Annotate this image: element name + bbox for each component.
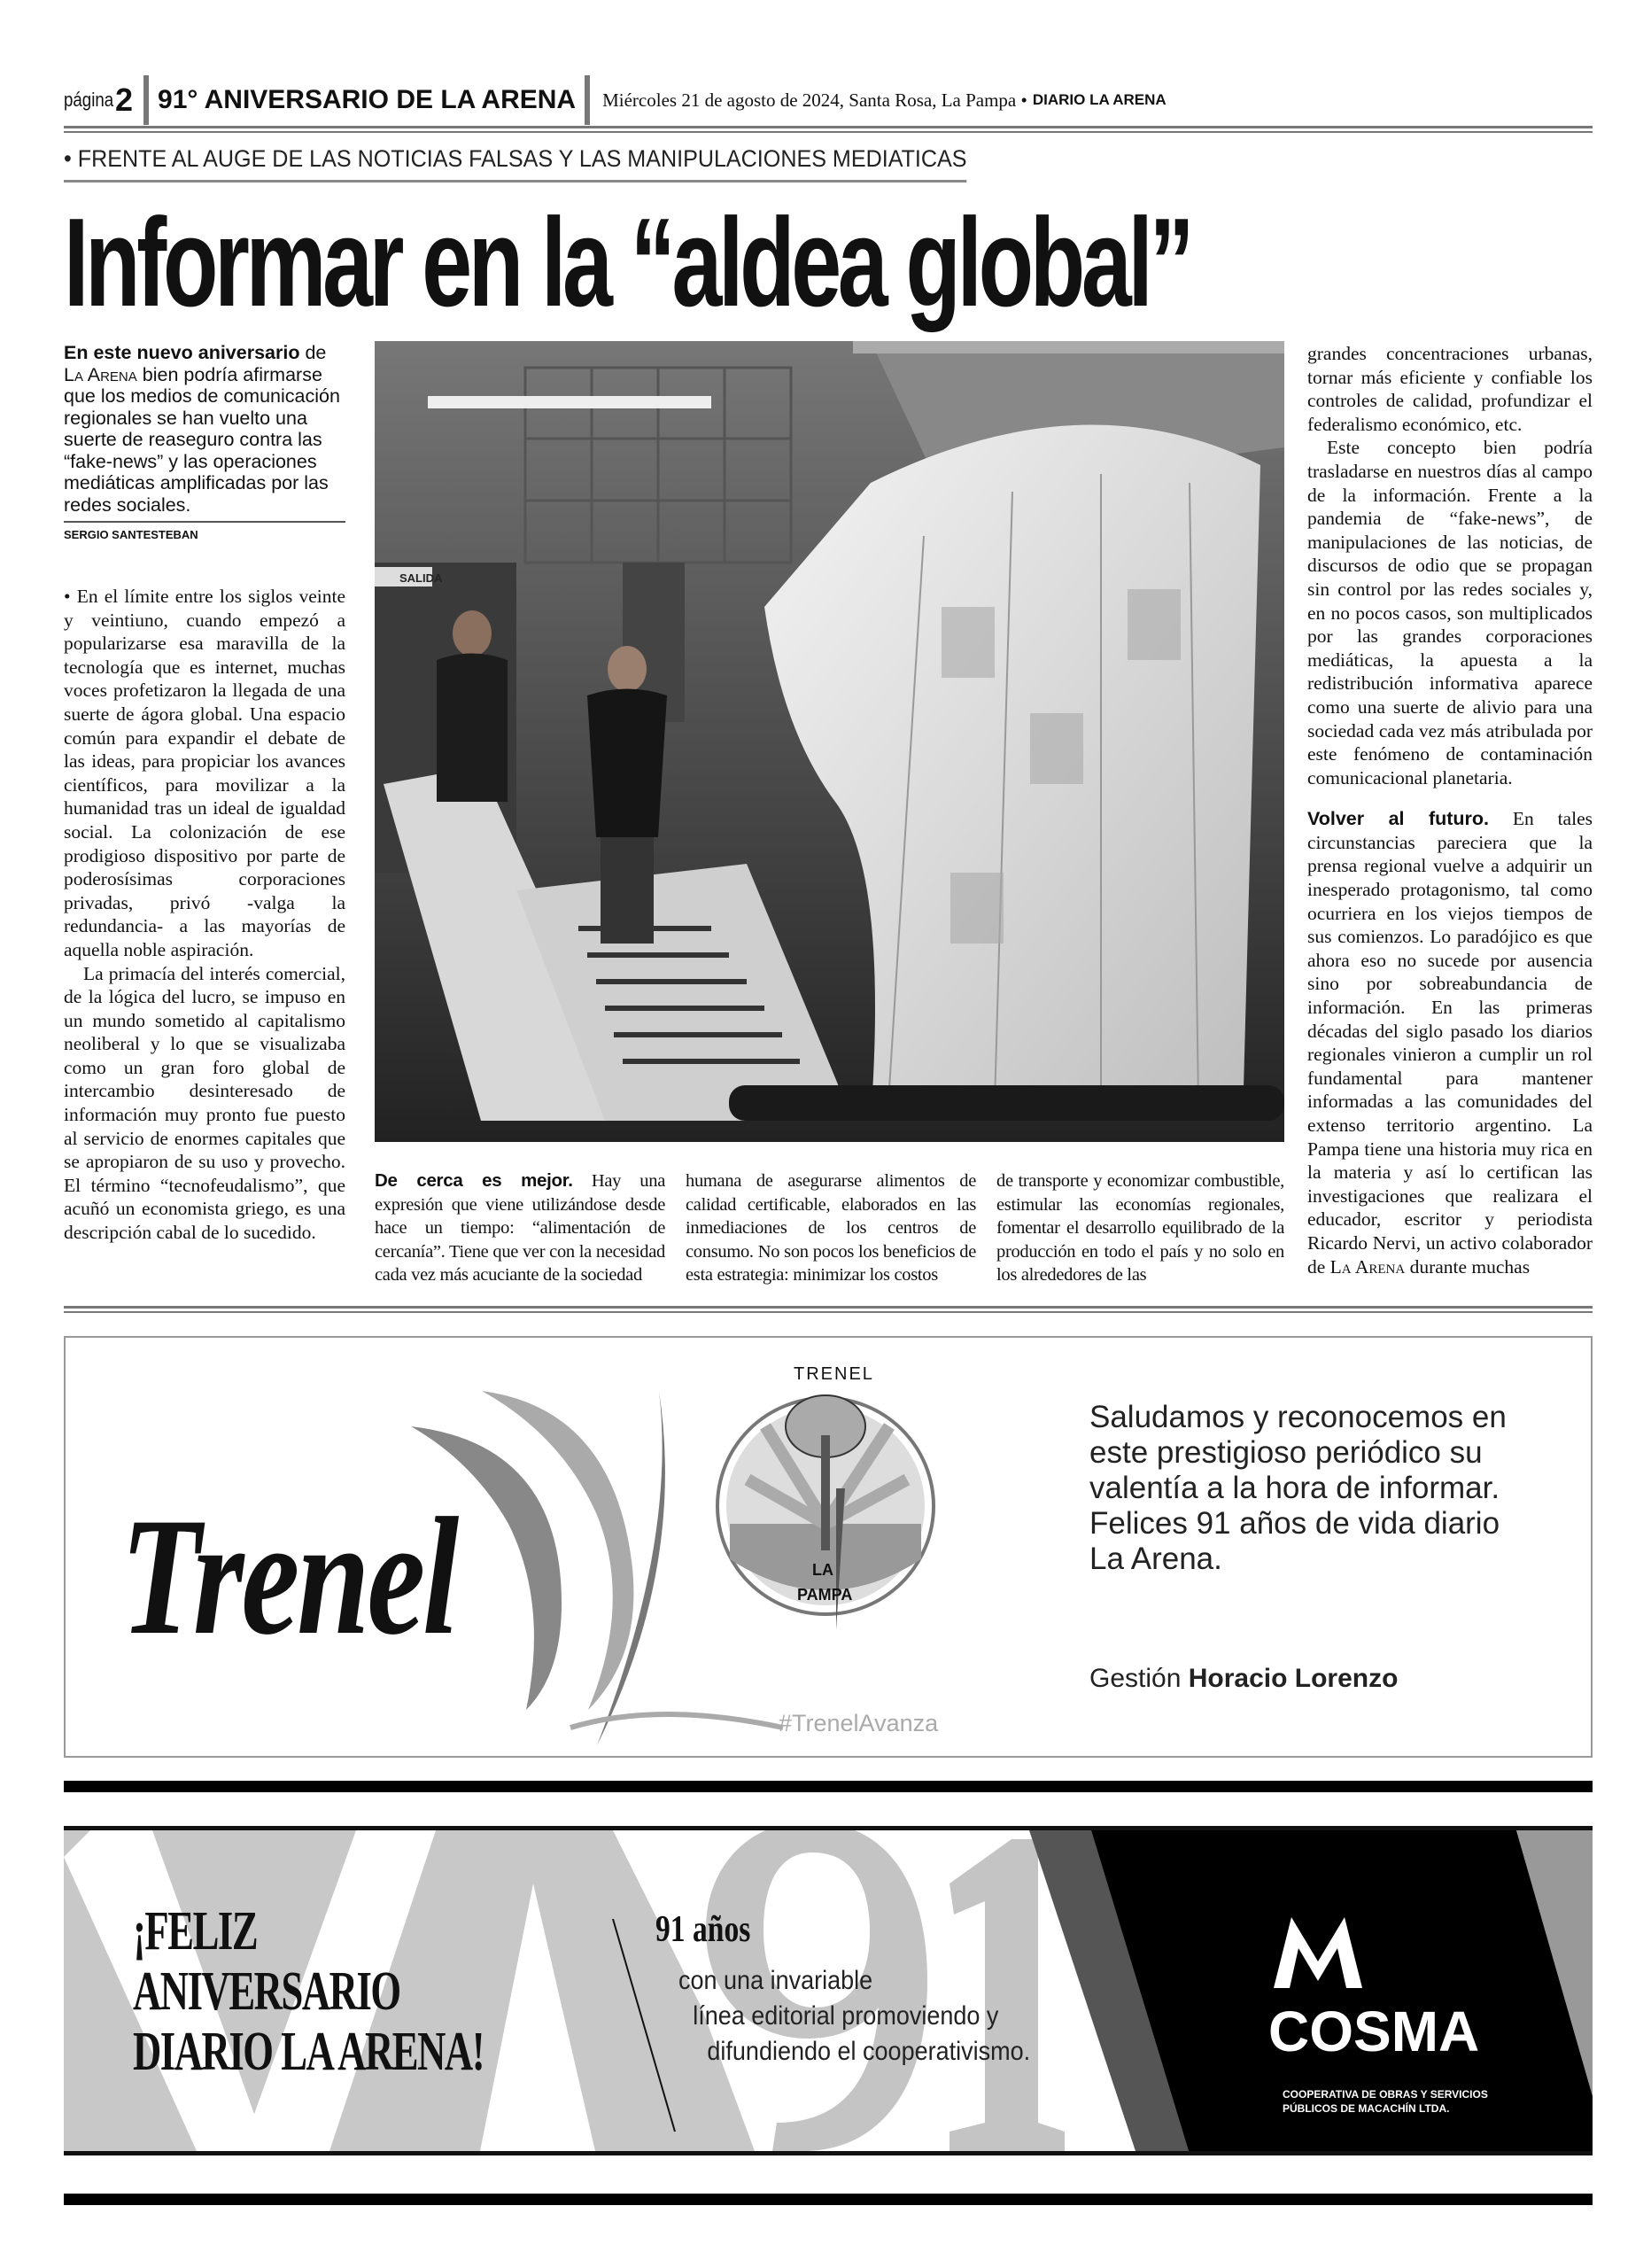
header-rule [64,126,1593,133]
photo-illustration [375,341,1284,1142]
paragraph: humana de asegurarse alimentos de calidad certificable, elaborados en las inmediaciones de los centros de consumo. No son pocos los beneficios de esta estrategia: minimizar los costos [686,1171,976,1285]
headline-line: ¡FELIZ [133,1901,258,1961]
bottom-column-1 [375,1169,665,1287]
subhead-de-cerca: De cerca es mejor. [375,1170,573,1191]
left-flow [64,342,345,1245]
article-deck [64,342,345,516]
subtitle-line: PÚBLICOS DE MACACHÍN LTDA. [1283,2102,1450,2115]
headline-line: ANIVERSARIO [133,1961,400,2022]
paragraph-text: durante muchas [1409,1255,1531,1278]
separator-bar [64,1781,1593,1792]
gestion-label: Gestión [1089,1664,1182,1693]
paragraph: • En el límite entre los siglos veinte y veintiuno, cuando empezó a popularizarse esa maravilla de la tecnología que es internet, muchas voces profetizaron la llegada de una suerte de ágora global. Una espacio común para expandir el debate de las ideas, para propiciar los avances científicos, para movilizar a la humanidad tras un ideal de igualdad social. La colonización de ese prodigioso dispositivo por parte de poderosísimas corporaciones privadas, privó -valga la redundancia- a las mayorías de aquella noble aspiración. [64,586,345,960]
paragraph-text: En tales circunstancias pareciera que la prensa regional vuelve a adquirir un inesperado protagonismo, tal como ocurriera en los viejos tiempos de sus comienzos. Lo paradójico es que ahora eso no sucede por ausencia sino por sobreabundancia de información. En las primeras décadas del siglo pasado los diarios regionales vinieron a cumplir un rol fundamental para mantener informadas a las comunidades del extenso territorio argentino. La Pampa tiene una historia muy rica en la materia y así lo certifican las investigaciones que realizara el educador, escritor y periodista Ricardo Nervi, un activo colaborador de [1307,808,1593,1278]
message-line: con una invariable [678,1966,873,1995]
message-line: línea editorial promoviendo y [693,2001,999,2031]
bottom-column-3 [996,1169,1284,1287]
paragraph: de transporte y economizar combustible, estimular las economías regionales, fomentar el desarrollo equilibrado de la producción en todo el país y no solo en los alrededores de las [996,1171,1284,1285]
deck-pre: de [305,342,327,363]
page-number: 2 [115,82,134,118]
smallcaps-name: La Arena [1329,1255,1406,1278]
trenel-logo: Trenel [120,1484,457,1670]
newspaper-brand: DIARIO LA ARENA [1032,91,1167,108]
emblem-top-text: TRENEL [794,1364,874,1384]
article-end-rule [64,1306,1593,1313]
exit-sign: SALIDA [399,571,443,585]
section-title: 91° ANIVERSARIO DE LA ARENA [143,75,590,125]
page-label: página [64,89,114,111]
paragraph: La primacía del interés comercial, de la lógica del lucro, se impuso en un mundo sometido al capitalismo neoliberal y lo que se visualizaba como un gran foro global de intercambio desinteresado de información muy pronto fue puesto al servicio de enormes capitales que se apropiaron de su uso y provecho. El término “tecnofeudalismo”, que acuñó un economista griego, es una descripción cabal de lo sucedido. [64,962,345,1244]
byline: SERGIO SANTESTEBAN [64,521,345,542]
emblem-la: LA [812,1561,833,1579]
bottom-column-2 [686,1169,976,1287]
deck-smallcaps: La Arena [64,363,137,385]
years-title: 91 años [655,1909,751,1950]
article-kicker: • FRENTE AL AUGE DE LAS NOTICIAS FALSAS Y LAS MANIPULACIONES MEDIATICAS [64,145,967,183]
left-column [64,585,345,1245]
trenel-hashtag: #TrenelAvanza [779,1710,939,1736]
emblem-pampa: PAMPA [797,1586,853,1604]
right-column [1307,342,1593,1278]
message-line: difundiendo el cooperativismo. [707,2037,1031,2066]
trenel-gestion [1089,1664,1398,1694]
deck-lead: En este nuevo aniversario [64,342,300,363]
trenel-ad [64,1336,1593,1758]
gestion-name: Horacio Lorenzo [1188,1664,1399,1693]
cosma-ad [64,1826,1593,2155]
trenel-message: Saludamos y reconocemos en este prestigioso periódico su valentía a la hora de informar. Felices 91 años de vida diario La Arena. [1089,1400,1507,1576]
cosma-m-logo-icon [1274,1917,1362,1988]
paragraph: grandes concentraciones urbanas, tornar más eficiente y confiable los controles de calidad, profundizar el federalismo económico, etc. [1307,343,1593,435]
headline-line: DIARIO LA ARENA! [133,2022,484,2082]
paragraph: Este concepto bien podría trasladarse en nuestros días al campo de la información. Frente a la pandemia de “fake-news”, de manipulaciones de las noticias, de discursos de odio que se propagan sin control por las redes sociales y, en no pocos casos, son multiplicados por las grandes corporaciones mediáticas, la apuesta a la redistribución informativa aparece como una suerte de alivio para una sociedad cada vez más atribulada por este fenómeno de contaminación comunicacional planetaria. [1307,437,1593,788]
paragraph: Hay una expresión que viene utilizándose desde hace un tiempo: “alimentación de cercanía”. Tiene que ver con la necesidad cada vez más acuciante de la sociedad [375,1171,665,1285]
bottom-bar [64,2194,1593,2205]
feliz-aniversario-text [133,1901,484,2082]
cosma-subtitle [1283,2087,1488,2116]
page-header [64,78,1167,122]
subtitle-line: COOPERATIVA DE OBRAS Y SERVICIOS [1283,2088,1488,2101]
article-headline: Informar en la “aldea global” [64,192,1191,333]
date-line: Miércoles 21 de agosto de 2024, Santa Rosa, La Pampa • [602,89,1027,111]
deck-rest: bien podría afirmarse que los medios de comunicación regionales se han vuelto una suerte de reaseguro contra las “fake-news” y las operaciones mediáticas amplificadas por las redes sociales. [64,363,340,516]
printing-press-photo [375,341,1284,1142]
cosma-brand: COSMA [1268,2000,1480,2063]
subhead-volver-al-futuro: Volver al futuro. [1307,808,1490,830]
paragraph [1307,807,1593,1278]
cosma-message [678,1963,1030,2070]
